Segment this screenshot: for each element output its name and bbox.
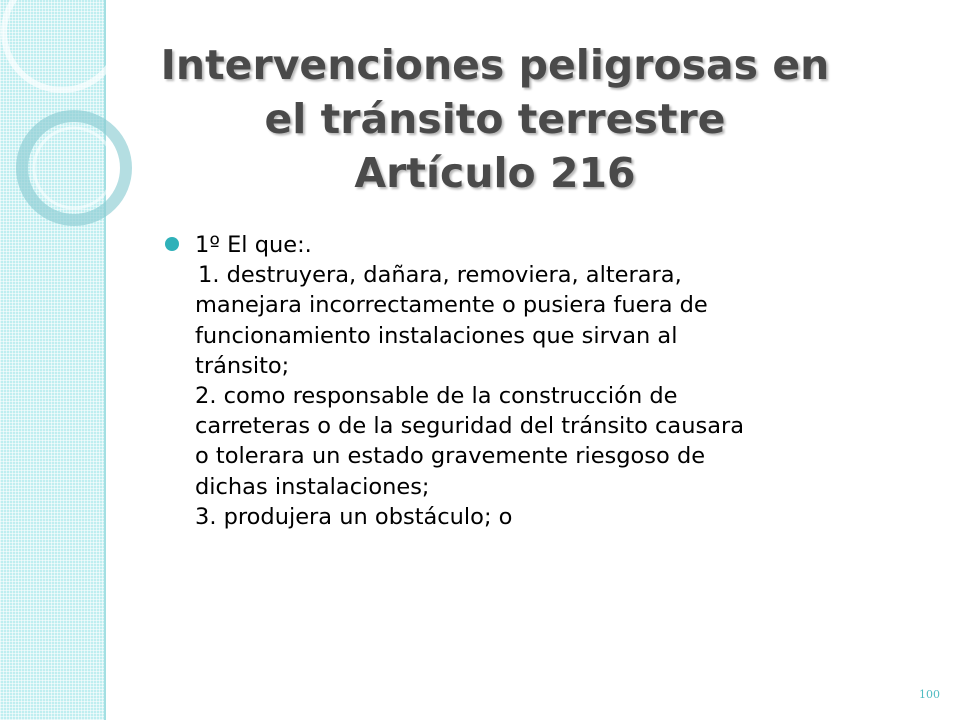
body-line: manejara incorrectamente o pusiera fuera de <box>195 292 708 319</box>
title-line: Artículo 216 <box>354 149 636 197</box>
body-line: dichas instalaciones; <box>195 473 430 500</box>
body-list <box>163 230 853 532</box>
side-band <box>0 0 106 720</box>
body-line: 1º El que:. <box>195 232 312 258</box>
slide-title <box>100 38 890 200</box>
body-line: 1. destruyera, dañara, removiera, alterara, <box>198 262 682 289</box>
body-line: tránsito; <box>195 352 290 379</box>
body-line: 2. como responsable de la construcción de <box>195 383 678 410</box>
title-line: Intervenciones peligrosas en <box>160 41 830 89</box>
list-item <box>163 230 853 532</box>
body-line: funcionamiento instalaciones que sirvan al <box>195 322 678 349</box>
page-number: 100 <box>919 688 940 701</box>
body-line: carreteras o de la seguridad del tránsito causara <box>195 413 745 440</box>
title-line: el tránsito terrestre <box>264 95 726 143</box>
bullet-icon <box>165 237 179 251</box>
body-line: 3. produjera un obstáculo; o <box>195 503 513 530</box>
body-line: o tolerara un estado gravemente riesgoso de <box>195 443 706 470</box>
